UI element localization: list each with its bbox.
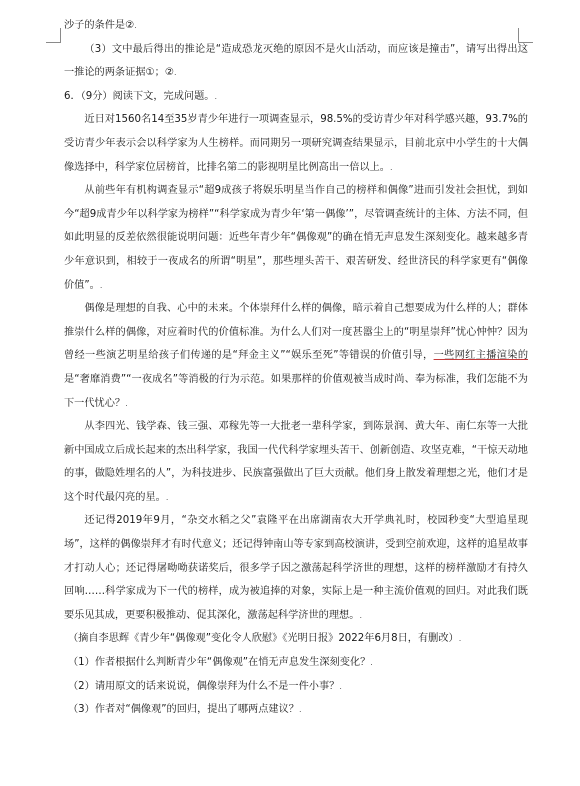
- underlined-phrase: 一些网红主播渲染的: [433, 350, 529, 362]
- line-sand-condition: 沙子的条件是②.: [64, 20, 137, 31]
- paragraph-4: 从李四光、钱学森、钱三强、邓稼先等一大批老一辈科学家，到陈景润、黄大年、南仁东等一大批新中国成立后成长起来的杰出科学家，我国一代代科学家埋头苦干、创新创造、攻坚克难，“干惊天动地的事，做隐姓埋名的人”，为科技进步、民族富强做出了巨大贡献。他们身上散发着理想之光，他们才是这个时代最闪亮的星。.: [64, 421, 528, 503]
- question-3-prompt: （3）文中最后得出的推论是“造成恐龙灭绝的原因不是火山活动，而应该是撞击”，请写出得出这一推论的两条证据①；②.: [64, 43, 528, 79]
- source-citation: （摘自李思辉《青少年“偶像观”变化令人欣慰》《光明日报》2022年6月8日，有删改）.: [68, 633, 462, 645]
- paragraph-3: 偶像是理想的自我、心中的未来。个体崇拜什么样的偶像，暗示着自己想要成为什么样的人；群体推崇什么样的偶像，对应着时代的价值标准。为什么人们对一度甚嚣尘上的“明星崇拜”忧心忡忡？因为曾经一些演艺明星给孩子们传递的是“拜金主义”“娱乐至死”等错误的价值引导，一些网红主播渲染的是“奢靡消费”“一夜成名”等消极的行为示范。如果那样的价值观被当成时尚、奉为标准，我们怎能不为下一代忧心？.: [64, 303, 529, 409]
- document-page: [64, 14, 528, 722]
- paragraph-1: 近日对1560名14至35岁青少年进行一项调查显示，98.5%的受访青少年对科学感兴趣，93.7%的受访青少年表示会以科学家为人生榜样。而同期另一项研究调查结果显示，目前北京中小学生的十大偶像选择中，科学家位居榜首，比排名第二的影视明星比例高出一倍以上。.: [64, 114, 528, 173]
- question-6-heading: 6．（9分）阅读下文，完成问题。.: [64, 90, 218, 102]
- paragraph-5: 还记得2019年9月，“杂交水稻之父”袁隆平在出席湖南农大开学典礼时，校园秒变“大型追星现场”，这样的偶像崇拜才有时代意义；还记得钟南山等专家到高校演讲，受到空前欢迎，这样的追星故事才打动人心；还记得屠呦呦获诺奖后，很多学子因之激荡起科学济世的理想，这样的榜样激励才有持久回响……科学家成为下一代的榜样，成为被追捧的对象，实际上是一种主流价值观的回归。对此我们既要乐见其成，更要积极推动、促其深化，激荡起科学济世的理想。.: [64, 515, 528, 621]
- paragraph-2: 从前些年有机构调查显示“超9成孩子将娱乐明星当作自己的榜样和偶像”进而引发社会担忧，到如今“超9成青少年以科学家为榜样”“科学家成为青少年‘第一偶像’”，尽管调查统计的主体、方法不同，但如此明显的反差依然很能说明问题：近些年青少年“偶像观”的确在悄无声息发生深刻变化。越来越多青少年意识到，相较于一夜成名的所谓“明星”，那些埋头苦干、艰苦研发、经世济民的科学家更有“偶像价值”。.: [64, 185, 528, 291]
- question-2: （2）请用原文的话来说说，偶像崇拜为什么不是一件小事？.: [68, 680, 342, 692]
- question-1: （1）作者根据什么判断青少年“偶像观”在悄无声息发生深刻变化？.: [68, 657, 373, 669]
- question-3: （3）作者对“偶像观”的回归，提出了哪两点建议？.: [68, 704, 302, 716]
- crop-mark-top-left: [46, 28, 61, 43]
